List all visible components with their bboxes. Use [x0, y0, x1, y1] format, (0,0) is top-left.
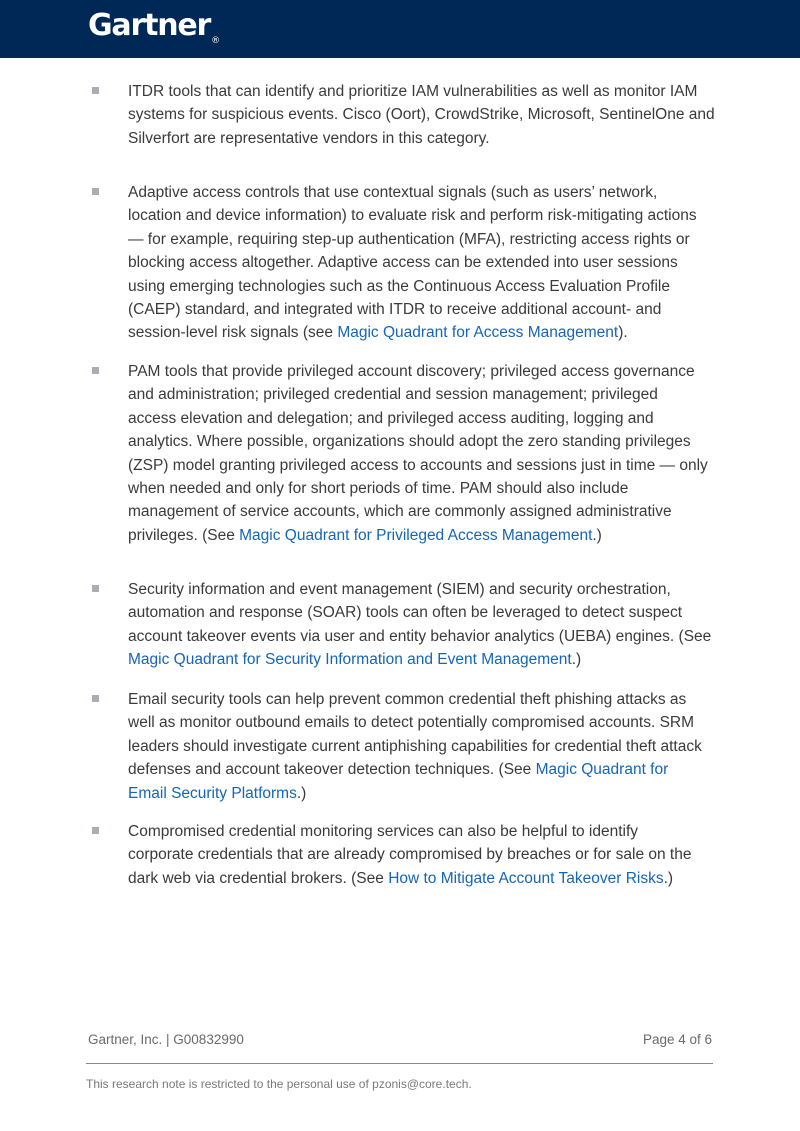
text-line: [128, 601, 718, 624]
research-link[interactable]: Magic Quadrant for: [535, 761, 669, 779]
line-text: defenses and account takeover detection techniques. (See: [128, 761, 536, 779]
text-line: [128, 578, 718, 601]
text-line: [128, 648, 718, 671]
research-link[interactable]: Email Security Platforms: [128, 784, 297, 802]
list-item: [128, 820, 718, 890]
line-text: access elevation and delegation; and privileged access auditing, logging and: [128, 409, 654, 427]
line-text: — for example, requiring step-up authentication (MFA), restricting access rights or: [128, 230, 690, 248]
text-line: [128, 407, 718, 430]
line-text: PAM tools that provide privileged account discovery; privileged access governance: [128, 363, 695, 380]
line-text-suffix: ).: [618, 324, 628, 342]
text-line: [128, 127, 718, 150]
text-line: [128, 298, 718, 321]
line-text: and administration; privileged credential and session management; privileged: [128, 386, 658, 404]
line-text: location and device information) to evaluate risk and perform risk-mitigating actions: [128, 207, 697, 225]
line-text-suffix: .): [592, 526, 602, 544]
text-line: [128, 430, 718, 453]
line-text: dark web via credential brokers. (See: [128, 869, 389, 887]
line-text: automation and response (SOAR) tools can often be leveraged to detect suspect: [128, 604, 683, 622]
text-line: [128, 228, 718, 251]
list-item: [128, 360, 718, 547]
list-item: [128, 181, 718, 345]
text-line: [128, 500, 718, 523]
line-text: session-level risk signals (see: [128, 324, 338, 342]
text-line: [128, 711, 718, 734]
line-text: (CAEP) standard, and integrated with ITDR to receive additional account- and: [128, 300, 662, 318]
text-line: [128, 321, 718, 344]
line-text: (ZSP) model granting privileged access to accounts and sessions just in time — only: [128, 456, 708, 474]
line-text: using emerging technologies such as the Continuous Access Evaluation Profile: [128, 277, 670, 295]
text-line: [128, 820, 718, 843]
research-link[interactable]: Magic Quadrant for Security Information and Event Management: [128, 651, 572, 669]
line-text-suffix: .): [296, 784, 307, 802]
research-link[interactable]: Magic Quadrant for Privileged Access Management: [239, 526, 593, 544]
text-line: [128, 103, 718, 126]
line-text-suffix: .): [571, 651, 582, 669]
footer-document-id: Gartner, Inc. | G00832990: [88, 1032, 244, 1047]
line-text: Compromised credential monitoring services can also be helpful to identify: [128, 823, 639, 840]
line-text: Email security tools can help prevent common credential theft phishing attacks as: [128, 691, 687, 708]
gartner-logo: Gartner®: [88, 8, 221, 46]
line-text: Adaptive access controls that use contextual signals (such as users’ network,: [128, 184, 658, 201]
text-line: [128, 383, 718, 406]
research-link[interactable]: Magic Quadrant for Access Management: [337, 324, 619, 342]
square-bullet-icon: [92, 367, 99, 374]
research-link[interactable]: How to Mitigate Account Takeover Risks: [388, 869, 664, 887]
line-text: corporate credentials that are already compromised by breaches or for sale on the: [128, 846, 692, 864]
square-bullet-icon: [92, 87, 99, 94]
text-line: [128, 782, 718, 805]
text-line: [128, 843, 718, 866]
line-text: systems for suspicious events. Cisco (Oort), CrowdStrike, Microsoft, SentinelOne and: [128, 106, 715, 124]
header-bar: [0, 0, 800, 58]
text-line: [128, 524, 718, 547]
text-line: [128, 477, 718, 500]
square-bullet-icon: [92, 695, 99, 702]
text-line: [128, 80, 718, 103]
text-line: [128, 204, 718, 227]
line-text: Silverfort are representative vendors in this category.: [128, 129, 490, 147]
text-line: [128, 454, 718, 477]
text-line: [128, 251, 718, 274]
list-item: [128, 688, 718, 805]
square-bullet-icon: [92, 585, 99, 592]
line-text: ITDR tools that can identify and prioritize IAM vulnerabilities as well as monitor IAM: [128, 83, 698, 100]
line-text: management of service accounts, which are commonly assigned administrative: [128, 503, 672, 521]
square-bullet-icon: [92, 188, 99, 195]
line-text: Security information and event management (SIEM) and security orchestration,: [128, 581, 671, 598]
text-line: [128, 688, 718, 711]
text-line: [128, 867, 718, 890]
text-line: [128, 625, 718, 648]
line-text: when needed and only for short periods of time. PAM should also include: [128, 479, 629, 497]
footer-divider: [86, 1063, 713, 1064]
line-text-suffix: .): [663, 869, 674, 887]
list-item: [128, 80, 718, 150]
line-text: account takeover events via user and entity behavior analytics (UEBA) engines. (See: [128, 627, 712, 645]
text-line: [128, 181, 718, 204]
line-text: blocking access altogether. Adaptive access can be extended into user sessions: [128, 254, 678, 272]
line-text: leaders should investigate current antiphishing capabilities for credential theft attack: [128, 737, 702, 755]
usage-notice: This research note is restricted to the personal use of pzonis@core.tech.: [86, 1077, 472, 1091]
text-line: [128, 275, 718, 298]
line-text: privileges. (See: [128, 526, 240, 544]
text-line: [128, 360, 718, 383]
page-number: Page 4 of 6: [642, 1032, 712, 1047]
text-line: [128, 735, 718, 758]
line-text: analytics. Where possible, organizations should adopt the zero standing privileges: [128, 433, 691, 451]
text-line: [128, 758, 718, 781]
square-bullet-icon: [92, 827, 99, 834]
list-item: [128, 578, 718, 672]
line-text: well as monitor outbound emails to detect potentially compromised accounts. SRM: [128, 714, 695, 732]
